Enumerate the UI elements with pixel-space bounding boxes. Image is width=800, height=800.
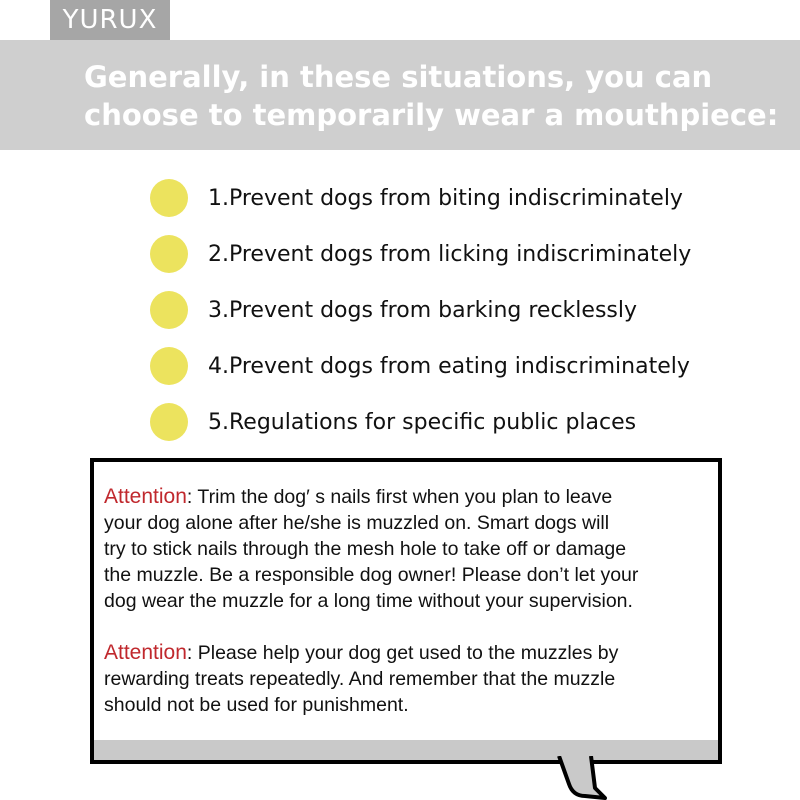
attention-paragraph [104, 484, 716, 614]
list-item [150, 338, 770, 394]
attention-text: : Please help your dog get used to the muzzles by rewarding treats repeatedly. And remember that the muzzle should not be used for punishment. [104, 642, 619, 716]
bullet-dot-icon [150, 291, 188, 329]
bullet-dot-icon [150, 179, 188, 217]
reason-list [150, 170, 770, 450]
header-band [0, 40, 800, 150]
attention-paragraph [104, 640, 716, 718]
attention-label: Attention [104, 641, 187, 664]
attention-label: Attention [104, 485, 187, 508]
reason-text: 5.Regulations for specific public places [208, 409, 637, 435]
brand-logo [50, 0, 170, 40]
bullet-dot-icon [150, 403, 188, 441]
speech-bubble-tail-icon [555, 756, 625, 800]
bullet-dot-icon [150, 347, 188, 385]
attention-notice-box [90, 458, 722, 764]
attention-text: : Trim the dog′ s nails first when you plan to leave your dog alone after he/she is muzzled on. Smart dogs will try to stick nails through the mesh hole to take off or damage the muzzle. Be a responsible dog owner! Please don’t let your dog wear the muzzle for a long time without your supervision. [104, 486, 639, 612]
list-item [150, 170, 770, 226]
brand-name: YURUX [62, 5, 158, 35]
list-item [150, 282, 770, 338]
list-item [150, 394, 770, 450]
reason-text: 4.Prevent dogs from eating indiscriminately [208, 353, 690, 379]
reason-text: 3.Prevent dogs from barking recklessly [208, 297, 637, 323]
reason-text: 1.Prevent dogs from biting indiscriminately [208, 185, 683, 211]
reason-text: 2.Prevent dogs from licking indiscriminately [208, 241, 692, 267]
page-title: Generally, in these situations, you can choose to temporarily wear a mouthpiece: [84, 60, 779, 132]
list-item [150, 226, 770, 282]
bullet-dot-icon [150, 235, 188, 273]
